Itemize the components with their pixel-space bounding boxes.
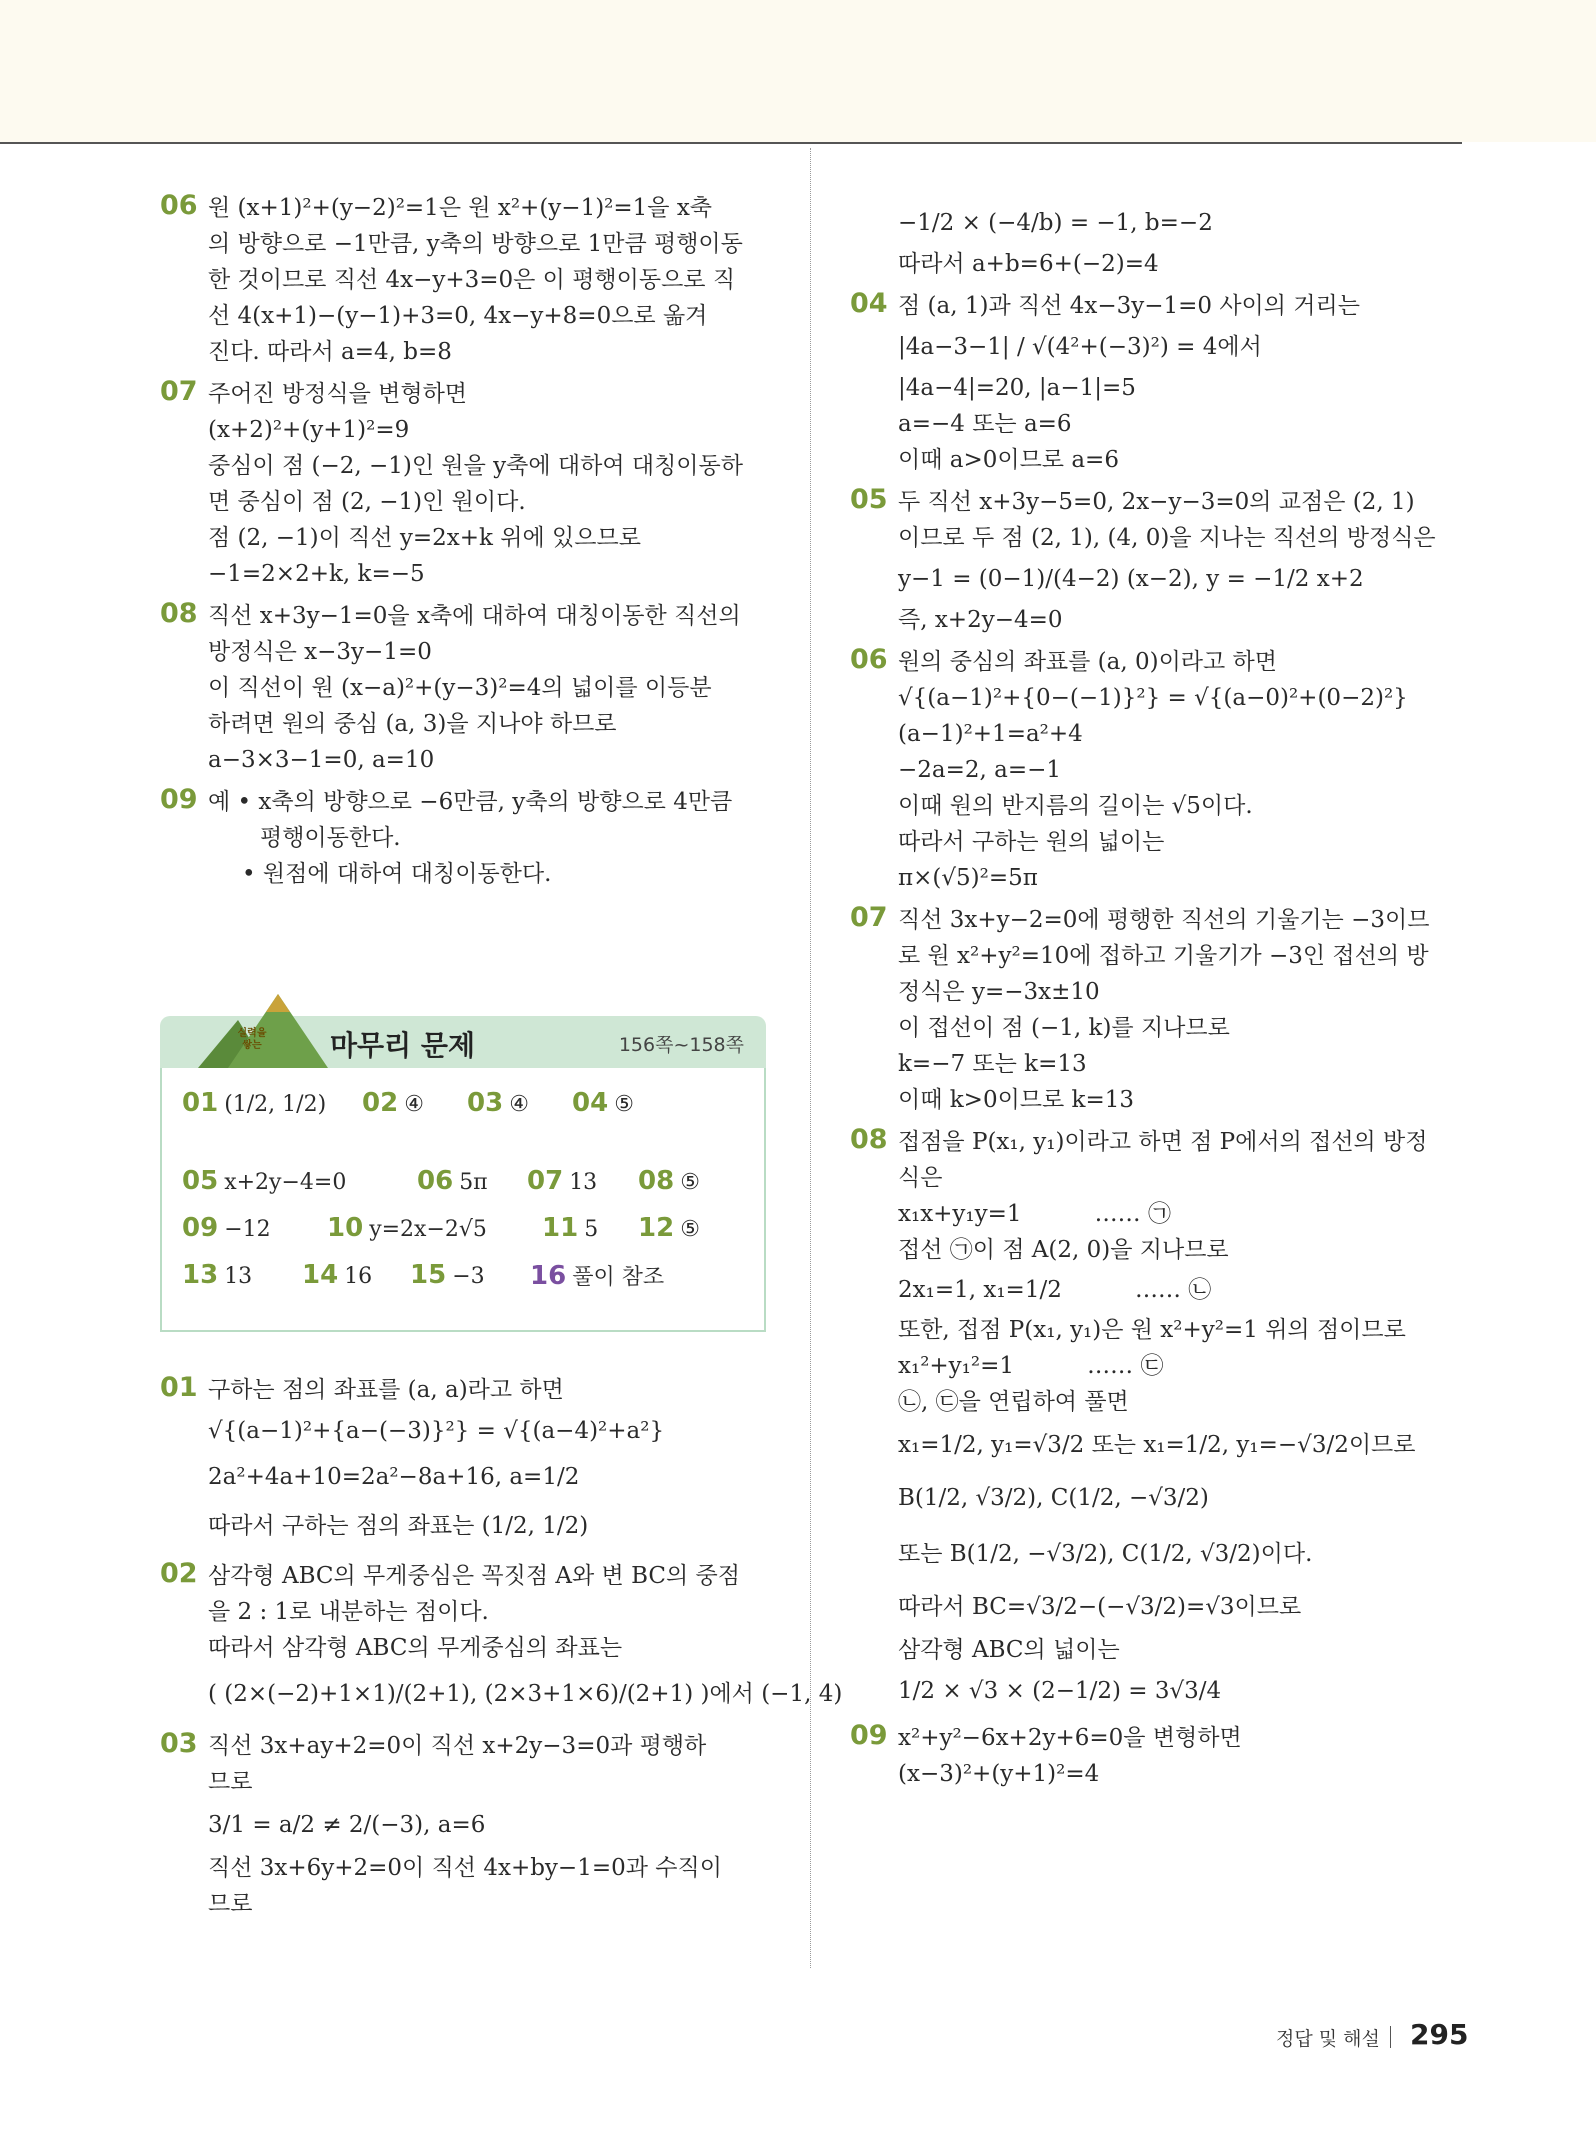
- solution-line: 이때 a>0이므로 a=6: [898, 447, 1119, 473]
- solution-line: 따라서 BC=√3/2−(−√3/2)=√3이므로: [898, 1594, 1302, 1620]
- problem-number: 07: [850, 902, 888, 933]
- problem-number: 07: [160, 376, 198, 407]
- solution-line: 3/1 = a/2 ≠ 2/(−3), a=6: [208, 1812, 486, 1838]
- solution-line: 직선 3x+6y+2=0이 직선 4x+by−1=0과 수직이: [208, 1855, 722, 1881]
- answer-item: 05 x+2y−4=0: [182, 1166, 347, 1196]
- solution-line: 따라서 구하는 원의 넓이는: [898, 829, 1165, 855]
- answer-item: 13 13: [182, 1260, 253, 1290]
- answer-item: 03 ④: [467, 1088, 529, 1118]
- solution-line: 두 직선 x+3y−5=0, 2x−y−3=0의 교점은 (2, 1): [898, 489, 1415, 515]
- review-title: 마무리 문제: [330, 1029, 475, 1062]
- solution-line: −1=2×2+k, k=−5: [208, 561, 425, 587]
- problem-number: 06: [850, 644, 888, 675]
- footer-divider: [1390, 2026, 1391, 2048]
- solution-line: 을 2 : 1로 내분하는 점이다.: [208, 1599, 489, 1625]
- solution-line: 식은: [898, 1165, 943, 1191]
- solution-line: −2a=2, a=−1: [898, 757, 1062, 783]
- solution-line: 예 • x축의 방향으로 −6만큼, y축의 방향으로 4만큼: [208, 789, 733, 815]
- solution-line: 이므로 두 점 (2, 1), (4, 0)을 지나는 직선의 방정식은: [898, 525, 1436, 551]
- solution-line: 로 원 x²+y²=10에 접하고 기울기가 −3인 접선의 방: [898, 943, 1429, 969]
- review-solution-06: [850, 644, 1465, 896]
- solution-line: 따라서 구하는 점의 좌표는 (1/2, 1/2): [208, 1513, 589, 1539]
- solution-line: 므로: [208, 1891, 253, 1917]
- review-solution-01: [160, 1372, 775, 1552]
- answer-item: 02 ④: [362, 1088, 424, 1118]
- left-column-upper: [160, 190, 775, 898]
- solution-line: a=−4 또는 a=6: [898, 411, 1072, 437]
- problem-number: 01: [160, 1372, 198, 1403]
- solution-line: 정식은 y=−3x±10: [898, 979, 1100, 1005]
- review-solution-04: [850, 288, 1465, 478]
- answer-item: 08 ⑤: [638, 1166, 700, 1196]
- solution-line: 의 방향으로 −1만큼, y축의 방향으로 1만큼 평행이동: [208, 231, 743, 257]
- solution-line: 또는 B(1/2, −√3/2), C(1/2, √3/2)이다.: [898, 1541, 1313, 1567]
- solution-08: [160, 598, 775, 778]
- solution-line: 직선 3x+ay+2=0이 직선 x+2y−3=0과 평행하: [208, 1733, 707, 1759]
- solution-line: 삼각형 ABC의 넓이는: [898, 1637, 1120, 1663]
- left-column-lower: [160, 1372, 843, 1928]
- answer-item: 16 풀이 참조: [530, 1261, 665, 1291]
- review-header: [160, 1016, 766, 1068]
- answer-item: 07 13: [527, 1166, 598, 1196]
- solution-line: 방정식은 x−3y−1=0: [208, 639, 432, 665]
- solution-line: 1/2 × √3 × (2−1/2) = 3√3/4: [898, 1678, 1222, 1704]
- solution-line: 직선 3x+y−2=0에 평행한 직선의 기울기는 −3이므: [898, 907, 1430, 933]
- solution-line: 평행이동한다.: [260, 825, 401, 851]
- solution-line: 이때 k>0이므로 k=13: [898, 1087, 1135, 1113]
- solution-line: 접점을 P(x₁, y₁)이라고 하면 점 P에서의 접선의 방정: [898, 1129, 1428, 1155]
- solution-line: 점 (2, −1)이 직선 y=2x+k 위에 있으므로: [208, 525, 641, 551]
- problem-number: 08: [850, 1124, 888, 1155]
- solution-line: 이 접선이 점 (−1, k)를 지나므로: [898, 1015, 1230, 1041]
- solution-line: (x−3)²+(y+1)²=4: [898, 1761, 1100, 1787]
- answer-item: 09 −12: [182, 1213, 271, 1243]
- problem-number: 03: [160, 1728, 198, 1759]
- solution-line: x²+y²−6x+2y+6=0을 변형하면: [898, 1725, 1242, 1751]
- solution-line: 원의 중심의 좌표를 (a, 0)이라고 하면: [898, 649, 1277, 675]
- review-body: [160, 1068, 766, 1332]
- solution-line: 중심이 점 (−2, −1)인 원을 y축에 대하여 대칭이동하: [208, 453, 743, 479]
- solution-line: 삼각형 ABC의 무게중심은 꼭짓점 A와 변 BC의 중점: [208, 1563, 740, 1589]
- solution-line: 즉, x+2y−4=0: [898, 607, 1063, 633]
- footer-label: 정답 및 해설: [1276, 2028, 1380, 2050]
- solution-line: ( (2×(−2)+1×1)/(2+1), (2×3+1×6)/(2+1) )에서 (−1, 4): [208, 1681, 843, 1707]
- answer-item: 01 (1/2, 1/2): [182, 1088, 327, 1118]
- answer-item: 14 16: [302, 1260, 373, 1290]
- header-band: [0, 0, 1596, 142]
- solution-07: [160, 376, 775, 592]
- answer-item: 04 ⑤: [572, 1088, 634, 1118]
- solution-09: [160, 784, 775, 892]
- solution-line: • 원점에 대하여 대칭이동한다.: [242, 861, 552, 887]
- solution-line: 2a²+4a+10=2a²−8a+16, a=1/2: [208, 1464, 580, 1490]
- solution-line: 따라서 a+b=6+(−2)=4: [898, 251, 1159, 277]
- solution-line: 접선 ㉠이 점 A(2, 0)을 지나므로: [898, 1237, 1229, 1263]
- page-number: 295: [1410, 2018, 1469, 2051]
- top-rule: [0, 142, 1462, 144]
- solution-line: x₁x+y₁y=1 …… ㉠: [898, 1201, 1171, 1227]
- answer-item: 10 y=2x−2√5: [327, 1213, 487, 1243]
- solution-line: (a−1)²+1=a²+4: [898, 721, 1083, 747]
- solution-line: y−1 = (0−1)/(4−2) (x−2), y = −1/2 x+2: [898, 566, 1364, 592]
- problem-number: 09: [160, 784, 198, 815]
- solution-line: x₁=1/2, y₁=√3/2 또는 x₁=1/2, y₁=−√3/2이므로: [898, 1432, 1416, 1458]
- right-column: [850, 200, 1465, 1798]
- solution-line: |4a−4|=20, |a−1|=5: [898, 375, 1136, 401]
- review-solution-09: [850, 1720, 1465, 1792]
- solution-line: −1/2 × (−4/b) = −1, b=−2: [898, 210, 1213, 236]
- solution-line: |4a−3−1| / √(4²+(−3)²) = 4에서: [898, 334, 1262, 360]
- answer-item: 12 ⑤: [638, 1213, 700, 1243]
- answer-item: 06 5π: [417, 1166, 488, 1196]
- solution-line: 하려면 원의 중심 (a, 3)을 지나야 하므로: [208, 711, 617, 737]
- problem-number: 02: [160, 1558, 198, 1589]
- solution-line: √{(a−1)²+{0−(−1)}²} = √{(a−0)²+(0−2)²}: [898, 685, 1408, 711]
- solution-line: x₁²+y₁²=1 …… ㉢: [898, 1353, 1164, 1379]
- solution-line: 또한, 접점 P(x₁, y₁)은 원 x²+y²=1 위의 점이므로: [898, 1317, 1406, 1343]
- solution-line: √{(a−1)²+{a−(−3)}²} = √{(a−4)²+a²}: [208, 1418, 665, 1444]
- problem-number: 08: [160, 598, 198, 629]
- solution-line: k=−7 또는 k=13: [898, 1051, 1087, 1077]
- solution-line: ㉡, ㉢을 연립하여 풀면: [898, 1389, 1129, 1415]
- review-badge: 실력을 쌓는: [237, 1028, 267, 1051]
- solution-line: 진다. 따라서 a=4, b=8: [208, 339, 452, 365]
- problem-number: 05: [850, 484, 888, 515]
- solution-line: 주어진 방정식을 변형하면: [208, 381, 468, 407]
- solution-line: π×(√5)²=5π: [898, 865, 1038, 891]
- solution-line: 면 중심이 점 (2, −1)인 원이다.: [208, 489, 526, 515]
- review-answer-box: [160, 1016, 766, 1316]
- solution-line: 한 것이므로 직선 4x−y+3=0은 이 평행이동으로 직: [208, 267, 736, 293]
- review-solution-08: [850, 1124, 1465, 1714]
- solution-line: 원 (x+1)²+(y−2)²=1은 원 x²+(y−1)²=1을 x축: [208, 195, 713, 221]
- review-solution-07: [850, 902, 1465, 1118]
- problem-number: 04: [850, 288, 888, 319]
- review-solution-03: [160, 1728, 775, 1922]
- solution-line: 직선 x+3y−1=0을 x축에 대하여 대칭이동한 직선의: [208, 603, 741, 629]
- solution-line: 이때 원의 반지름의 길이는 √5이다.: [898, 793, 1253, 819]
- solution-line: 2x₁=1, x₁=1/2 …… ㉡: [898, 1277, 1212, 1303]
- problem-number: 06: [160, 190, 198, 221]
- solution-line: 구하는 점의 좌표를 (a, a)라고 하면: [208, 1377, 564, 1403]
- solution-line: 따라서 삼각형 ABC의 무게중심의 좌표는: [208, 1635, 623, 1661]
- review-solution-02: [160, 1558, 843, 1722]
- solution-line: 선 4(x+1)−(y−1)+3=0, 4x−y+8=0으로 옮겨: [208, 303, 708, 329]
- solution-line: a−3×3−1=0, a=10: [208, 747, 435, 773]
- solution-line: (x+2)²+(y+1)²=9: [208, 417, 410, 443]
- problem-number: 09: [850, 1720, 888, 1751]
- solution-line: 이 직선이 원 (x−a)²+(y−3)²=4의 넓이를 이등분: [208, 675, 712, 701]
- solution-06: [160, 190, 775, 370]
- solution-line: 점 (a, 1)과 직선 4x−3y−1=0 사이의 거리는: [898, 293, 1360, 319]
- solution-line: 므로: [208, 1769, 253, 1795]
- review-pages: 156쪽~158쪽: [618, 1034, 744, 1056]
- answer-item: 15 −3: [410, 1260, 485, 1290]
- solution-03-continued: [850, 200, 1465, 282]
- review-solution-05: [850, 484, 1465, 638]
- answer-item: 11 5: [542, 1213, 599, 1243]
- solution-line: B(1/2, √3/2), C(1/2, −√3/2): [898, 1485, 1209, 1511]
